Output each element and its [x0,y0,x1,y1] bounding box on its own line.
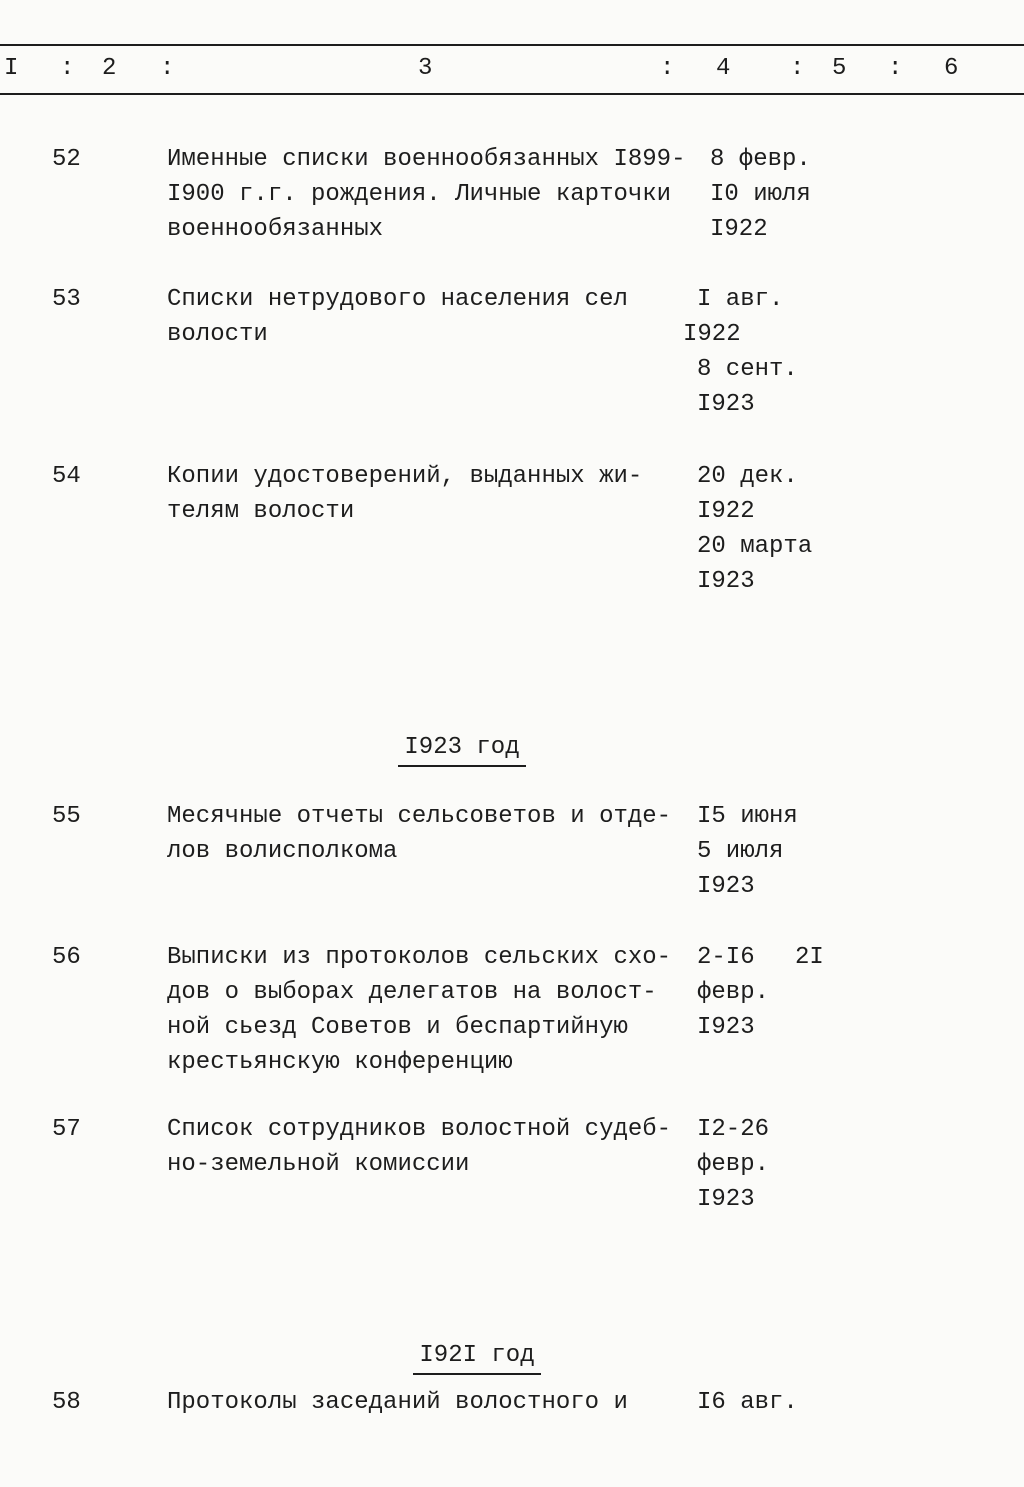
header-bottom-rule [0,93,1024,95]
entry-dates: 8 февр. I0 июля I922 [710,146,811,243]
entry-title: Именные списки военнообязанных I899- I900 г.г. рождения. Личные карточки военнообязанных [167,146,686,243]
column-separator: : [60,55,75,82]
section-heading-text: I923 год [398,730,525,767]
entry-dates: I2-26 февр. I923 [697,1116,770,1213]
entry-number: 53 [52,286,81,313]
column-header-3: 3 [418,55,433,82]
entry-dates: I6 авг. [697,1389,798,1416]
entry-title: Копии удостоверений, выданных жи- телям волости [167,463,643,525]
entry-dates: 2-I6 февр. I923 [697,944,770,1041]
column-header-4: 4 [716,55,731,82]
entry-dates: I5 июня 5 июля I923 [697,803,798,900]
entry-number: 56 [52,944,81,971]
entry-number: 54 [52,463,81,490]
section-heading [0,730,1024,767]
header-top-rule [0,44,1024,46]
entry-extra-number: 2I [795,944,824,971]
column-separator: : [160,55,175,82]
column-header-5: 5 [832,55,847,82]
entry-dates: I авг. I922 8 сент. I923 [683,286,798,418]
entry-title: Список сотрудников волостной судеб- но-земельной комиссии [167,1116,672,1178]
column-header-2: 2 [102,55,117,82]
entry-title: Месячные отчеты сельсоветов и отде- лов волисполкома [167,803,672,865]
column-header-6: 6 [944,55,959,82]
entry-number: 58 [52,1389,81,1416]
column-separator: : [790,55,805,82]
section-heading-text: I92I год [413,1338,540,1375]
entry-number: 52 [52,146,81,173]
entry-number: 57 [52,1116,81,1143]
column-separator: : [660,55,675,82]
entry-number: 55 [52,803,81,830]
column-header-1: I [4,55,19,82]
entry-title: Протоколы заседаний волостного и [167,1389,628,1416]
entry-title: Списки нетрудового населения сел волости [167,286,628,348]
section-heading [0,1338,1024,1375]
entry-dates: 20 дек. I922 20 марта I923 [697,463,813,595]
entry-title: Выписки из протоколов сельских схо- дов о выборах делегатов на волост- ной сьезд Советов и беспартийную крестьянскую конференцию [167,944,672,1076]
column-separator: : [888,55,903,82]
